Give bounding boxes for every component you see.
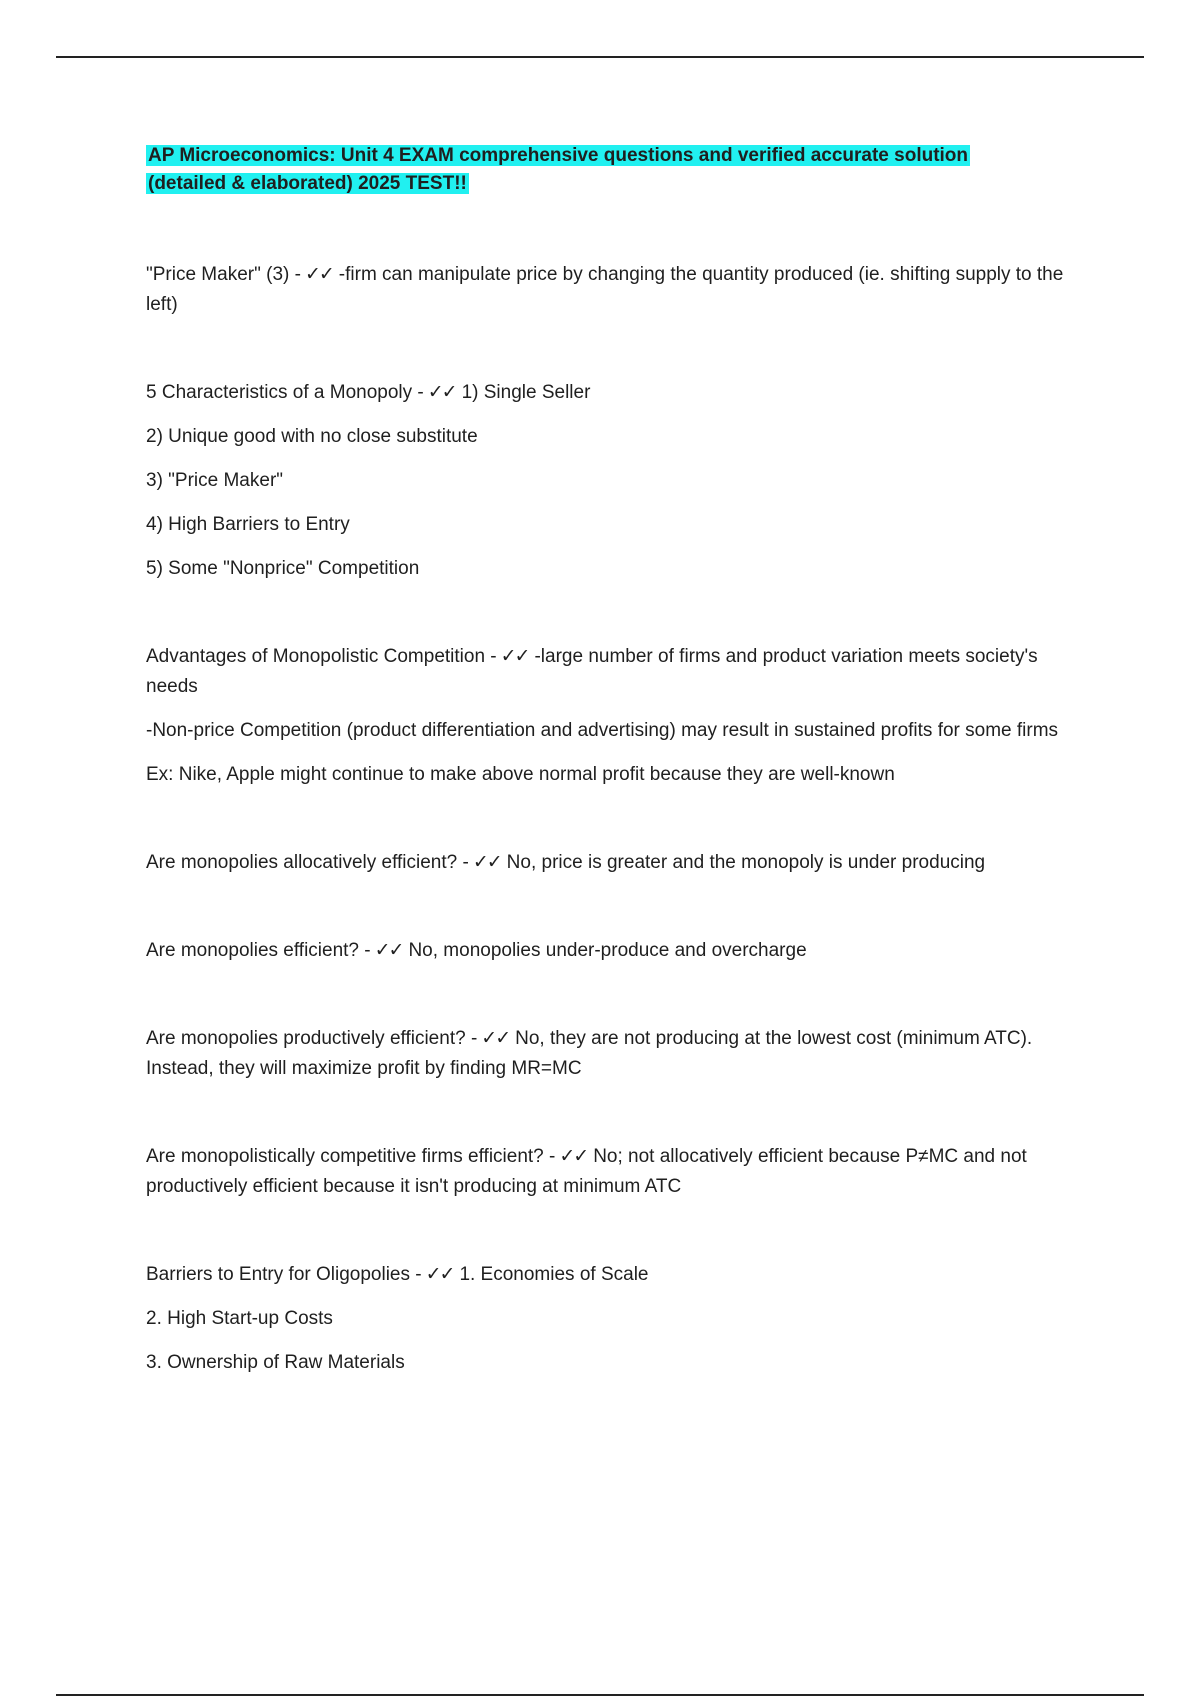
checkmark-icon: ✓✓ bbox=[425, 1264, 454, 1285]
qa-entry bbox=[146, 260, 1066, 320]
entry-definition: No, price is greater and the monopoly is under producing bbox=[506, 852, 986, 873]
checkmark-icon: ✓✓ bbox=[304, 264, 333, 285]
title-line-2: (detailed & elaborated) 2025 TEST!! bbox=[148, 173, 467, 194]
entry-definition: -firm can manipulate price by changing the quantity produced (ie. shifting supply to the left) bbox=[146, 264, 1064, 315]
entry-term: "Price Maker" (3) - bbox=[146, 264, 301, 285]
title-line-1: AP Microeconomics: Unit 4 EXAM comprehensive questions and verified accurate solution bbox=[148, 145, 969, 166]
qa-entry bbox=[146, 378, 1066, 584]
document-title bbox=[146, 142, 1066, 198]
checkmark-icon: ✓✓ bbox=[481, 1028, 510, 1049]
entry-detail-line: Ex: Nike, Apple might continue to make above normal profit because they are well-known bbox=[146, 764, 895, 785]
document-body bbox=[146, 142, 1066, 1436]
entry-term: Are monopolies productively efficient? - bbox=[146, 1028, 478, 1049]
entry-term: Advantages of Monopolistic Competition - bbox=[146, 646, 497, 667]
entry-detail-line: -Non-price Competition (product differentiation and advertising) may result in sustained profits for some firms bbox=[146, 720, 1059, 741]
entry-definition: 1) Single Seller bbox=[461, 382, 591, 403]
entry-definition: No, monopolies under-produce and overcharge bbox=[408, 940, 807, 961]
checkmark-icon: ✓✓ bbox=[472, 852, 501, 873]
checkmark-icon: ✓✓ bbox=[427, 382, 456, 403]
qa-entry bbox=[146, 1142, 1066, 1202]
checkmark-icon: ✓✓ bbox=[500, 646, 529, 667]
qa-entry bbox=[146, 1260, 1066, 1378]
bottom-rule bbox=[56, 1694, 1144, 1696]
checkmark-icon: ✓✓ bbox=[559, 1146, 588, 1167]
entry-detail-line: 4) High Barriers to Entry bbox=[146, 514, 350, 535]
entry-term: Are monopolies efficient? - bbox=[146, 940, 371, 961]
entry-definition: No, they are not producing at the lowest cost (minimum ATC). Instead, they will maximize profit by finding MR=MC bbox=[146, 1028, 1033, 1079]
entry-term: Are monopolies allocatively efficient? - bbox=[146, 852, 469, 873]
entry-term: 5 Characteristics of a Monopoly - bbox=[146, 382, 424, 403]
qa-entry bbox=[146, 848, 1066, 878]
top-rule bbox=[56, 56, 1144, 58]
entry-detail-line: 2. High Start-up Costs bbox=[146, 1308, 333, 1329]
entry-term: Barriers to Entry for Oligopolies - bbox=[146, 1264, 422, 1285]
entry-definition: 1. Economies of Scale bbox=[459, 1264, 649, 1285]
entry-detail-line: 3. Ownership of Raw Materials bbox=[146, 1352, 405, 1373]
checkmark-icon: ✓✓ bbox=[374, 940, 403, 961]
qa-entry bbox=[146, 936, 1066, 966]
qa-entry bbox=[146, 1024, 1066, 1084]
entry-definition: -large number of firms and product variation meets society's needs bbox=[146, 646, 1038, 697]
entry-term: Are monopolistically competitive firms efficient? - bbox=[146, 1146, 556, 1167]
entry-detail-line: 2) Unique good with no close substitute bbox=[146, 426, 478, 447]
entry-definition: No; not allocatively efficient because P≠MC and not productively efficient because it isn't producing at minimum ATC bbox=[146, 1146, 1027, 1197]
entry-detail-line: 3) "Price Maker" bbox=[146, 470, 284, 491]
entry-detail-line: 5) Some "Nonprice" Competition bbox=[146, 558, 420, 579]
qa-entry bbox=[146, 642, 1066, 790]
